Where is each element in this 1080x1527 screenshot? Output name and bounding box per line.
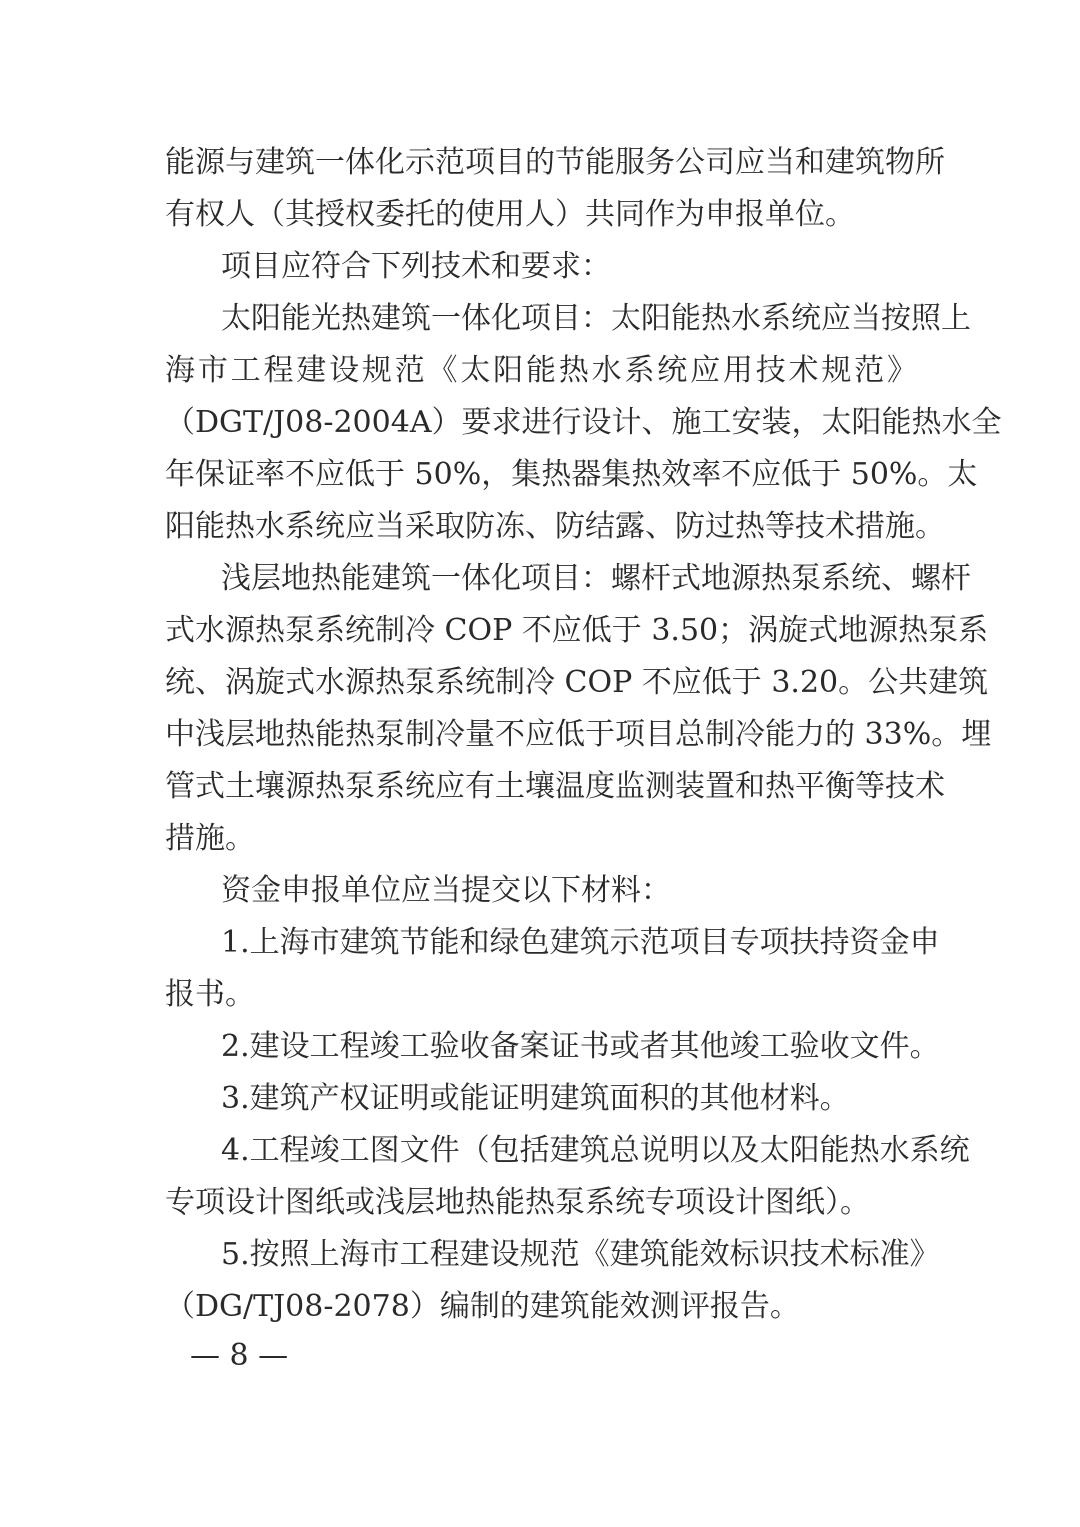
text-line: 太阳能光热建筑一体化项目：太阳能热水系统应当按照上 <box>221 301 971 336</box>
text-line: 阳能热水系统应当采取防冻、防结露、防过热等技术措施。 <box>165 509 945 544</box>
text-line: 式水源热泵系统制冷 COP 不应低于 3.50；涡旋式地源热泵系 <box>165 613 989 648</box>
text-line: 管式土壤源热泵系统应有土壤温度监测装置和热平衡等技术 <box>165 769 945 804</box>
text-line: 项目应符合下列技术和要求： <box>221 249 611 284</box>
text-line: 资金申报单位应当提交以下材料： <box>221 873 671 908</box>
text-line: 1.上海市建筑节能和绿色建筑示范项目专项扶持资金申 <box>221 925 940 960</box>
text-line: 5.按照上海市工程建设规范《建筑能效标识技术标准》 <box>221 1237 940 1272</box>
body-text <box>165 137 1002 1333</box>
text-line: （DG/TJ08-2078）编制的建筑能效测评报告。 <box>165 1289 800 1324</box>
text-line: 措施。 <box>165 821 255 856</box>
text-line: 中浅层地热能热泵制冷量不应低于项目总制冷能力的 33%。埋 <box>165 717 992 752</box>
text-line: 3.建筑产权证明或能证明建筑面积的其他材料。 <box>221 1081 850 1116</box>
text-line: 统、涡旋式水源热泵系统制冷 COP 不应低于 3.20。公共建筑 <box>165 665 989 700</box>
text-line: 能源与建筑一体化示范项目的节能服务公司应当和建筑物所 <box>165 145 945 180</box>
text-line: 报书。 <box>165 977 255 1012</box>
page-number: — 8 — <box>190 1338 289 1373</box>
text-line: 专项设计图纸或浅层地热能热泵系统专项设计图纸）。 <box>165 1185 870 1220</box>
text-line: 2.建设工程竣工验收备案证书或者其他竣工验收文件。 <box>221 1029 940 1064</box>
text-line: 浅层地热能建筑一体化项目：螺杆式地源热泵系统、螺杆 <box>221 561 971 596</box>
text-line: （DGT/J08-2004A）要求进行设计、施工安装，太阳能热水全 <box>165 405 1002 440</box>
text-line: 有权人（其授权委托的使用人）共同作为申报单位。 <box>165 197 855 232</box>
text-line: 年保证率不应低于 50%，集热器集热效率不应低于 50%。太 <box>165 457 978 492</box>
text-line: 4.工程竣工图文件（包括建筑总说明以及太阳能热水系统 <box>221 1133 970 1168</box>
text-line: 海市工程建设规范《太阳能热水系统应用技术规范》 <box>165 353 917 388</box>
